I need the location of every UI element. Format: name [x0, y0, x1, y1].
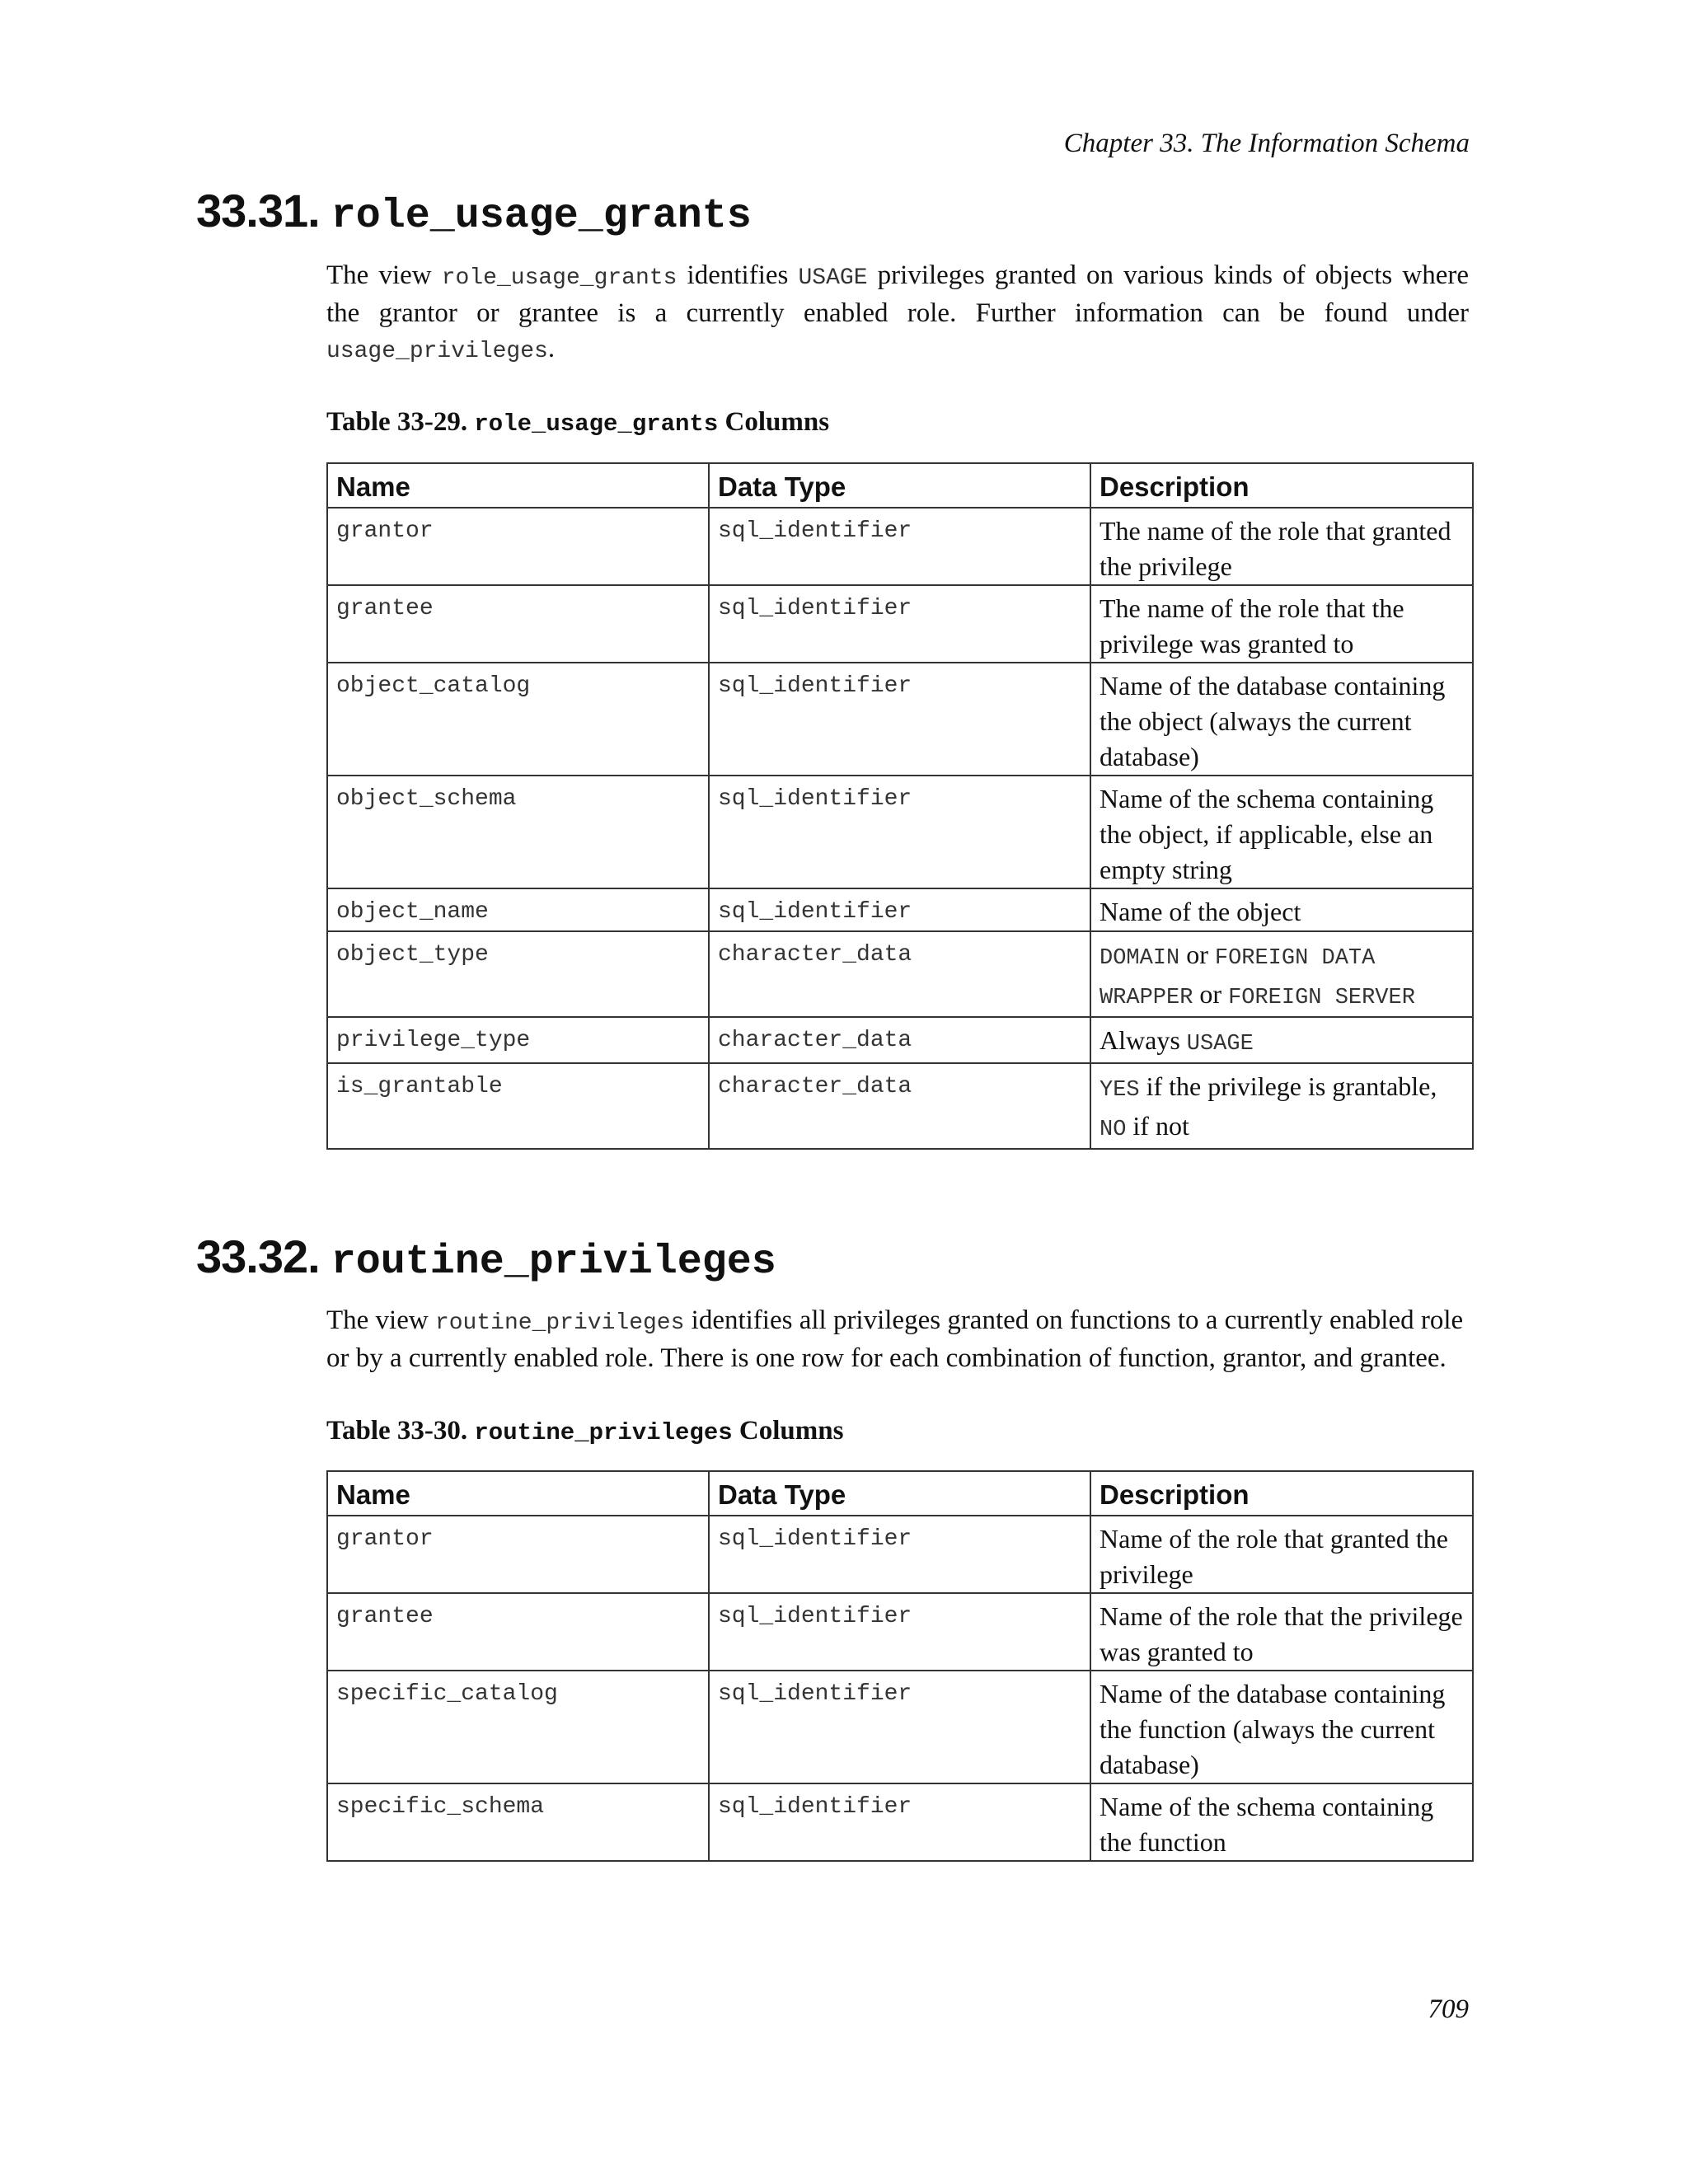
cell-type: character_data [709, 1063, 1090, 1149]
cell-description [1090, 1063, 1473, 1149]
running-header: Chapter 33. The Information Schema [1063, 129, 1470, 158]
intro-code: role_usage_grants [441, 265, 678, 291]
table-row [327, 1516, 1473, 1593]
cell-description: Name of the schema containing the object, if applicable, else an empty string [1090, 776, 1473, 888]
table-row [327, 888, 1473, 931]
section-title: role_usage_grants [331, 193, 752, 240]
cell-name: grantor [327, 1516, 709, 1593]
section-number: 33.32. [196, 1230, 320, 1282]
cell-type: sql_identifier [709, 1593, 1090, 1671]
cell-name: privilege_type [327, 1017, 709, 1063]
cell-description: The name of the role that granted the privilege [1090, 508, 1473, 585]
table-caption [326, 405, 829, 441]
table-row [327, 1017, 1473, 1063]
cell-type: sql_identifier [709, 663, 1090, 776]
intro-text: The view [326, 260, 442, 290]
intro-text: identifies all privileges granted on functions to a currently enabled role or by a currently enabled role. There is one row for each combination of function, grantor, and grantee. [326, 1305, 1464, 1373]
desc-code: USAGE [1186, 1032, 1254, 1057]
cell-type: sql_identifier [709, 888, 1090, 931]
desc-text: or [1193, 979, 1229, 1009]
table-row [327, 1671, 1473, 1783]
cell-name: specific_schema [327, 1783, 709, 1861]
caption-code: routine_privileges [474, 1419, 733, 1446]
intro-code: USAGE [798, 265, 868, 291]
intro-text: privileges granted on various kinds of objects where the grantor or grantee is a currently enabled role. Further information can be found under [326, 260, 1469, 328]
desc-code: NO [1100, 1118, 1127, 1142]
table-row [327, 931, 1473, 1017]
cell-type: sql_identifier [709, 585, 1090, 663]
table-row [327, 1783, 1473, 1861]
desc-text: Always [1100, 1025, 1187, 1055]
cell-type: sql_identifier [709, 1516, 1090, 1593]
cell-name: grantee [327, 585, 709, 663]
cell-type: sql_identifier [709, 1671, 1090, 1783]
table-header-row [327, 463, 1473, 508]
cell-description: Name of the database containing the object (always the current database) [1090, 663, 1473, 776]
desc-text: if not [1126, 1111, 1189, 1141]
intro-code: routine_privileges [434, 1310, 685, 1336]
columns-table-role-usage-grants [326, 462, 1474, 1150]
column-header-description: Description [1090, 463, 1473, 508]
column-header-data-type: Data Type [709, 1471, 1090, 1516]
desc-code: DOMAIN [1100, 946, 1180, 971]
cell-name: grantor [327, 508, 709, 585]
caption-suffix: Columns [718, 407, 830, 437]
cell-name: object_type [327, 931, 709, 1017]
cell-description: Name of the database containing the function (always the current database) [1090, 1671, 1473, 1783]
cell-name: object_schema [327, 776, 709, 888]
cell-description: Name of the schema containing the function [1090, 1783, 1473, 1861]
cell-name: object_name [327, 888, 709, 931]
cell-type: character_data [709, 1017, 1090, 1063]
table-row [327, 508, 1473, 585]
table-row [327, 1593, 1473, 1671]
table-header-row [327, 1471, 1473, 1516]
cell-description [1090, 931, 1473, 1017]
column-header-name: Name [327, 463, 709, 508]
column-header-description: Description [1090, 1471, 1473, 1516]
cell-name: is_grantable [327, 1063, 709, 1149]
section-heading-role-usage-grants [196, 186, 752, 246]
table-row [327, 663, 1473, 776]
page-number: 709 [1428, 1994, 1469, 2024]
cell-type: sql_identifier [709, 776, 1090, 888]
caption-prefix: Table 33-29. [326, 407, 475, 437]
table-caption [326, 1414, 843, 1450]
caption-code: role_usage_grants [474, 410, 719, 438]
intro-text: The view [326, 1305, 435, 1335]
section-intro-paragraph [326, 1303, 1469, 1376]
cell-description: Name of the role that granted the privilege [1090, 1516, 1473, 1593]
section-number: 33.31. [196, 185, 320, 237]
section-intro-paragraph [326, 258, 1469, 369]
desc-code: FOREIGN DATA WRAPPER [1100, 946, 1376, 1010]
intro-text: . [547, 334, 556, 363]
cell-description: The name of the role that the privilege was granted to [1090, 585, 1473, 663]
cell-name: grantee [327, 1593, 709, 1671]
caption-suffix: Columns [732, 1416, 844, 1446]
table-row [327, 1063, 1473, 1149]
cell-description [1090, 1017, 1473, 1063]
cell-type: sql_identifier [709, 508, 1090, 585]
caption-prefix: Table 33-30. [326, 1416, 475, 1446]
cell-description: Name of the role that the privilege was granted to [1090, 1593, 1473, 1671]
cell-name: specific_catalog [327, 1671, 709, 1783]
cell-name: object_catalog [327, 663, 709, 776]
column-header-name: Name [327, 1471, 709, 1516]
intro-text: identifies [677, 260, 799, 290]
desc-text: if the privilege is grantable, [1139, 1071, 1437, 1101]
intro-code: usage_privileges [326, 339, 548, 364]
desc-code: FOREIGN SERVER [1228, 986, 1415, 1010]
columns-table-routine-privileges [326, 1470, 1474, 1862]
section-title: routine_privileges [331, 1239, 776, 1286]
table-row [327, 585, 1473, 663]
desc-text: or [1179, 940, 1215, 969]
section-heading-routine-privileges [196, 1232, 776, 1291]
table-row [327, 776, 1473, 888]
desc-code: YES [1100, 1078, 1140, 1103]
cell-type: character_data [709, 931, 1090, 1017]
cell-description: Name of the object [1090, 888, 1473, 931]
column-header-data-type: Data Type [709, 463, 1090, 508]
cell-type: sql_identifier [709, 1783, 1090, 1861]
